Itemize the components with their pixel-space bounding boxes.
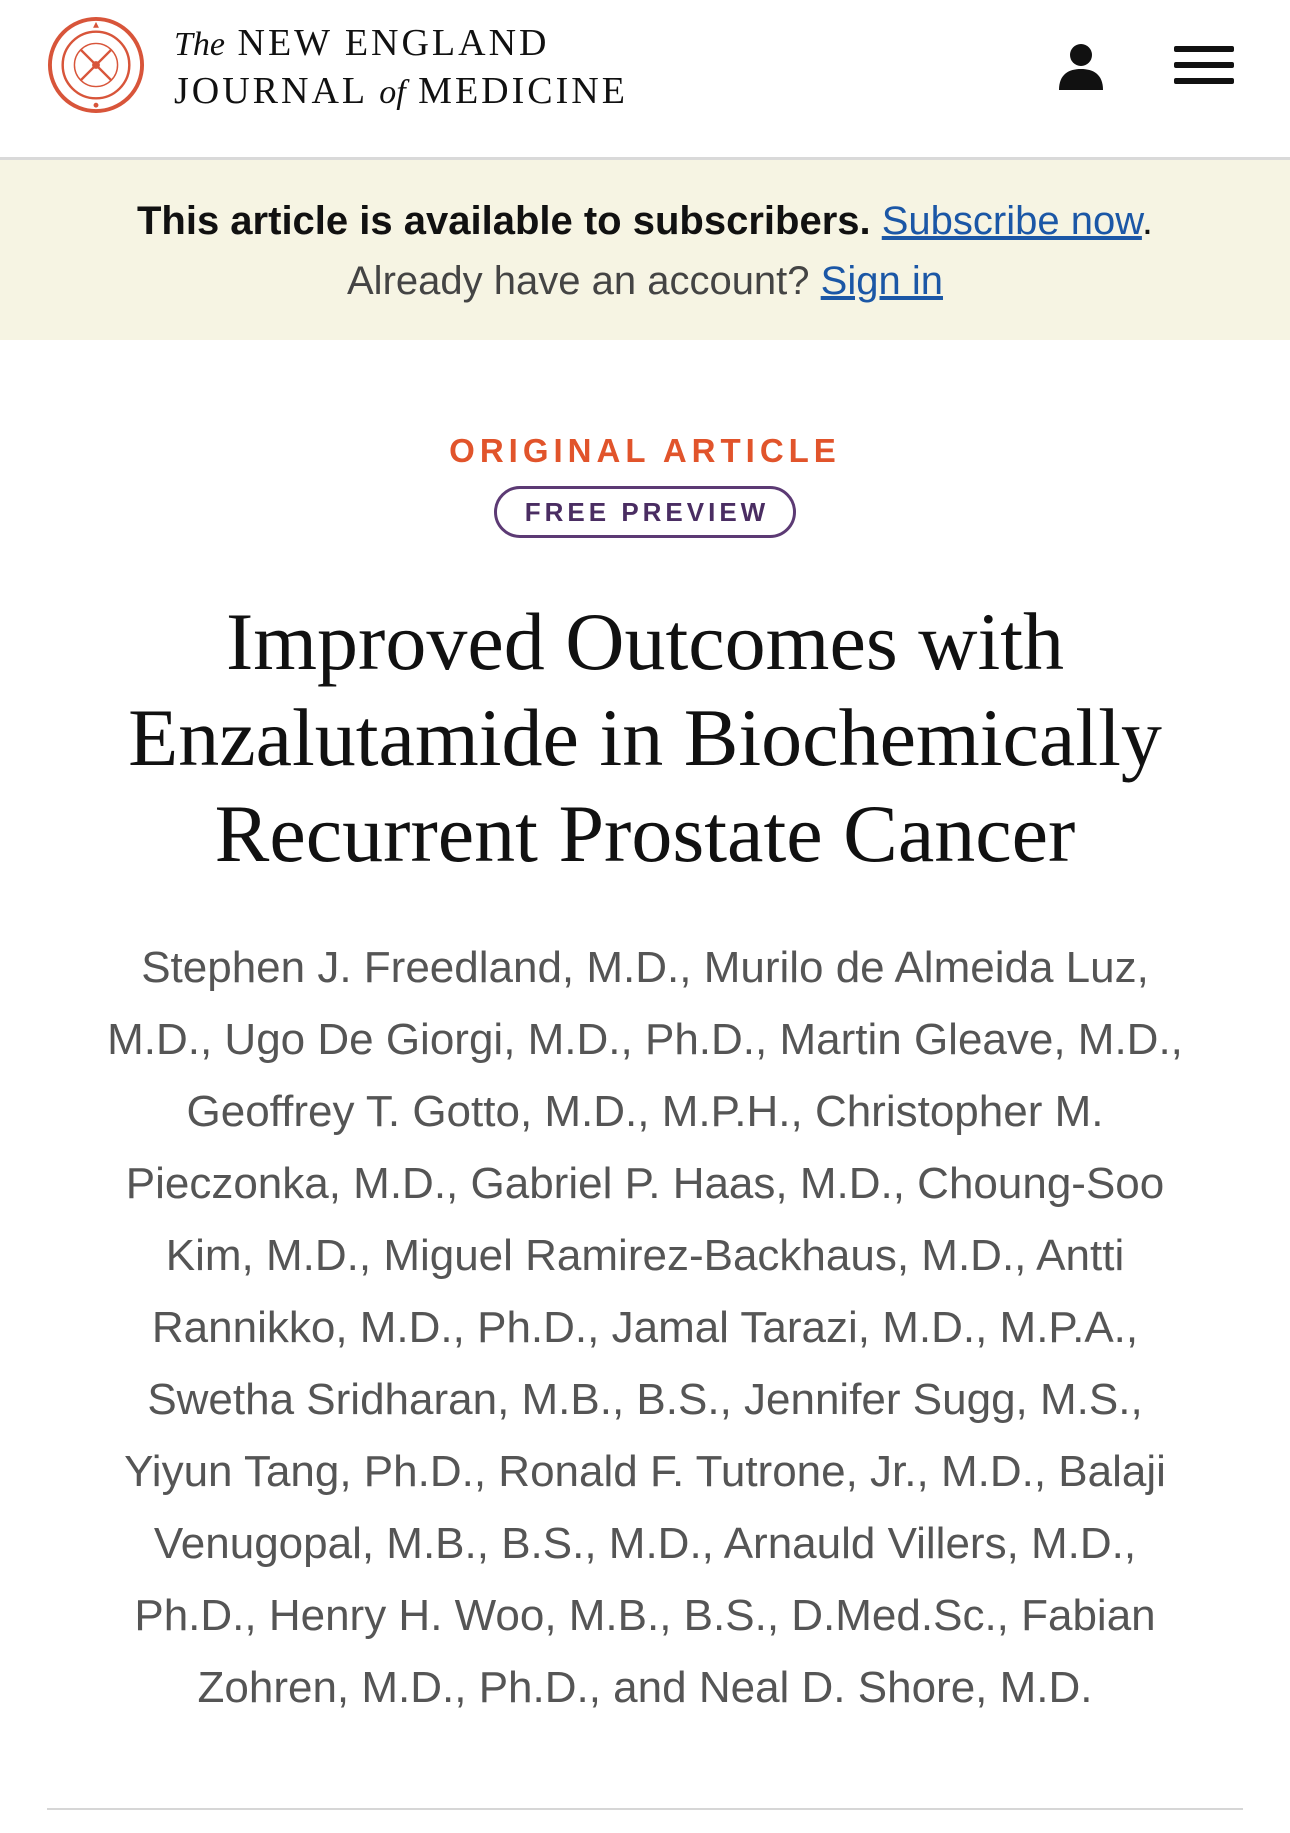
subscribe-row — [0, 196, 1290, 246]
masthead-the: The — [174, 26, 225, 63]
badge-container — [0, 486, 1290, 538]
account-prompt: Already have an account? — [347, 259, 810, 303]
subscriber-notice: This article is available to subscribers. — [136, 199, 871, 243]
user-icon — [1053, 40, 1109, 96]
masthead-new-england: NEW ENGLAND — [237, 22, 550, 64]
masthead[interactable] — [174, 20, 628, 116]
nejm-seal-logo[interactable] — [47, 16, 145, 114]
masthead-of: of — [379, 74, 406, 111]
banner-period: . — [1141, 199, 1154, 243]
free-preview-badge: FREE PREVIEW — [494, 486, 796, 538]
signin-row — [0, 256, 1290, 306]
account-button[interactable] — [1053, 40, 1109, 96]
site-header — [0, 0, 1290, 160]
hamburger-menu-icon — [1174, 46, 1234, 52]
article-authors[interactable]: Stephen J. Freedland, M.D., Murilo de Almeida Luz, M.D., Ugo De Giorgi, M.D., Ph.D., Martin Gleave, M.D., Geoffrey T. Gotto, M.D., M.P.H., Christopher M. Pieczonka, M.D., Gabriel P. Haas, M.D., Choung-Soo Kim, M.D., Miguel Ramirez-Backhaus, M.D., Antti Rannikko, M.D., Ph.D., Jamal Tarazi, M.D., M.P.A., Swetha Sridharan, M.B., B.S., Jennifer Sugg, M.S., Yiyun Tang, Ph.D., Ronald F. Tutrone, Jr., M.D., Balaji Venugopal, M.B., B.S., M.D., Arnauld Villers, M.D., Ph.D., Henry H. Woo, M.B., B.S., D.Med.Sc., Fabian Zohren, M.D., Ph.D., and Neal D. Shore, M.D. — [107, 943, 1183, 1712]
masthead-medicine: MEDICINE — [418, 70, 628, 112]
menu-button[interactable] — [1174, 46, 1234, 92]
subscribe-now-link[interactable]: Subscribe now — [881, 199, 1142, 243]
subscription-banner — [0, 160, 1290, 340]
article-title: Improved Outcomes with Enzalutamide in Biochemically Recurrent Prostate Cancer — [128, 596, 1162, 879]
section-divider — [47, 1808, 1243, 1810]
masthead-journal: JOURNAL — [174, 70, 367, 112]
article-type-label: ORIGINAL ARTICLE — [449, 432, 841, 469]
sign-in-link[interactable]: Sign in — [820, 259, 943, 303]
